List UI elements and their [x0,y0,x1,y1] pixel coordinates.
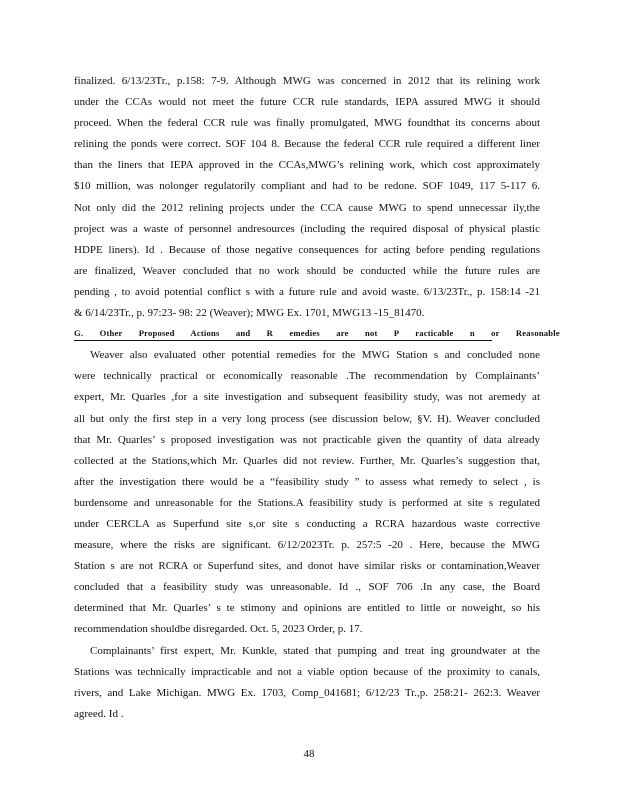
text-line: HDPE liners). Id . Because of those negative consequences for acting before pending regulations [74,243,540,256]
section-heading [74,324,560,345]
text-line: after the investigation there would be a “feasibility study ” to assess what remedy to select , is [74,475,540,488]
text-line: relining the ponds were correct. SOF 104 8. Because the federal CCR rule required a different liner [74,138,540,151]
paragraph-other-remedies [74,345,540,640]
text-line: are finalized, Weaver concluded that no work should be conducted while the future rules are [74,264,540,277]
text-line: Complainants’ first expert, Mr. Kunkle, stated that pumping and treat ing groundwater at the [90,644,540,657]
text-line: project was a waste of personnel andresources (including the required disposal of physical plastic [74,222,540,235]
text-line: determined that Mr. Quarles’ s te stimony and opinions are entitled to little or noweight, so his [74,602,540,615]
section-heading-text: G. Other Proposed Actions and R emedies are not P racticable n or Reasonable [74,328,560,339]
text-line: finalized. 6/13/23Tr., p.158: 7-9. Although MWG was concerned in 2012 that its relining work [74,75,540,87]
text-line: Stations was technically impracticable and not a viable option because of the proximity to canals, [74,665,540,678]
text-line: collected at the Stations,which Mr. Quarles did not review. Further, Mr. Quarles’s suggestion that, [74,454,540,467]
text-line: recommendation shouldbe disregarded. Oct. 5, 2023 Order, p. 17. [74,623,363,636]
text-line: & 6/14/23Tr., p. 97:23- 98: 22 (Weaver); MWG Ex. 1701, MWG13 -15_81470. [74,307,425,320]
text-line: rivers, and Lake Michigan. MWG Ex. 1703, Comp_041681; 6/12/23 Tr.,p. 258:21- 262:3. Weaver [74,686,540,699]
text-line: proceed. When the federal CCR rule was finally promulgated, MWG foundthat its concerns about [74,117,540,130]
text-line: Not only did the 2012 relining projects under the CCA cause MWG to spend unnecessar ily,the [74,201,540,214]
paragraph-kunkle [74,641,540,725]
text-line: were technically practical or economically reasonable .The recommendation by Complainants’ [74,370,540,383]
heading-underline [74,340,492,341]
text-line: Weaver also evaluated other potential remedies for the MWG Station s and concluded none [90,349,540,362]
text-line: $10 million, was nolonger regulatorily compliant and had to be redone. SOF 1049, 117 5-117 6. [74,180,540,193]
body-text [74,71,560,725]
text-line: all but only the first step in a very long process (see discussion below, §V. H). Weaver concluded [74,412,540,425]
text-line: expert, Mr. Quarles ,for a site investigation and subsequent feasibility study, was not aremedy at [74,391,540,404]
text-line: than the liners that IEPA approved in the CCAs,MWG’s relining work, which cost approximately [74,159,540,172]
text-line: pending , to avoid potential conflict s with a future rule and avoid waste. 6/13/23Tr., p. 158:14 -21 [74,285,540,298]
paragraph-relining [74,71,540,324]
text-line: burdensome and unreasonable for the Stations.A feasibility study is performed at site s regulated [74,496,540,509]
text-line: agreed. Id . [74,707,124,720]
text-line: concluded that a feasibility study was unreasonable. Id ., SOF 706 .In any case, the Board [74,581,540,594]
text-line: that Mr. Quarles’ s proposed investigation was not practicable given the quantity of data already [74,433,540,446]
text-line: under CERCLA as Superfund site s,or site s conducting a RCRA hazardous waste corrective [74,517,540,530]
text-line: under the CCAs would not meet the future CCR rule standards, IEPA assured MWG it should [74,96,540,109]
text-line: Station s are not RCRA or Superfund sites, and donot have similar risks or contamination,Weaver [74,560,540,573]
page-number: 48 [303,748,315,760]
text-line: measure, where the risks are significant. 6/12/2023Tr. p. 257:5 -20 . Here, because the MWG [74,539,540,552]
